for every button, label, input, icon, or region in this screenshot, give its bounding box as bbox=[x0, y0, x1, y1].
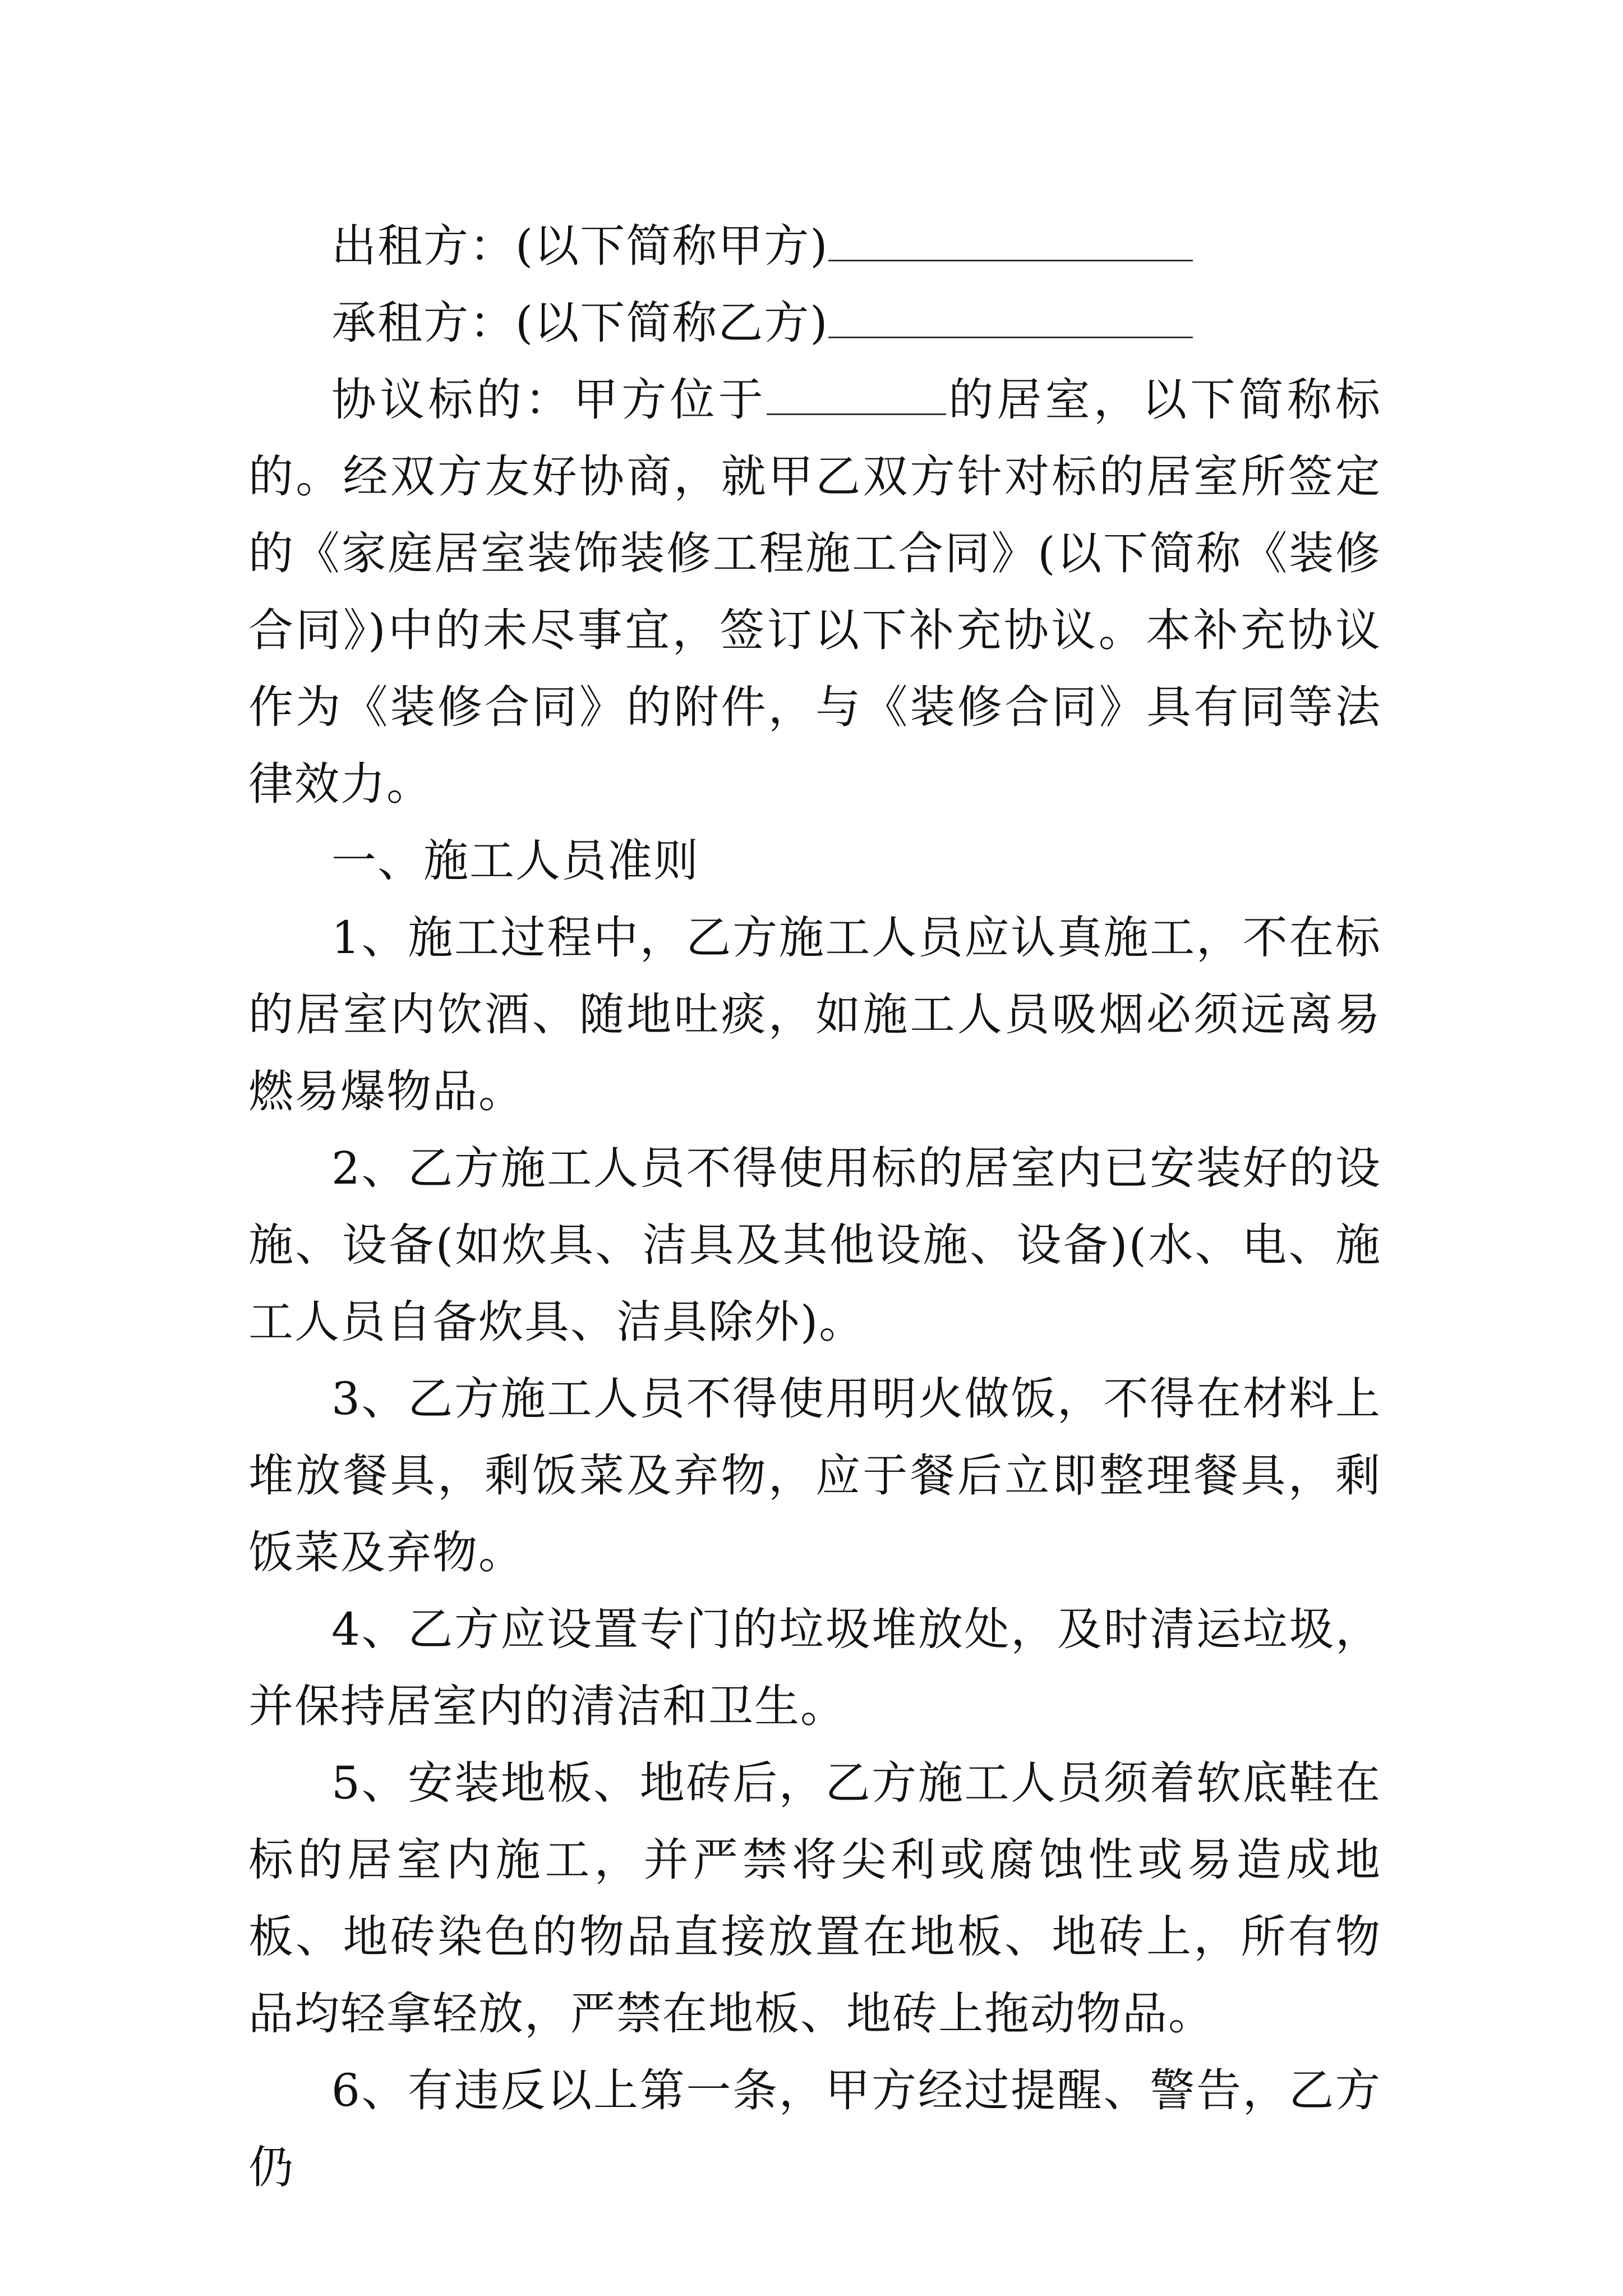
section-heading: 一、施工人员准则 bbox=[331, 835, 699, 887]
clause-5: 5、安装地板、地砖后，乙方施工人员须着软底鞋在标的居室内施工，并严禁将尖利或腐蚀性或易造成地板、地砖染色的物品直接放置在地板、地砖上，所有物品均轻拿轻放，严禁在地板、地砖上拖动物品。 bbox=[248, 1757, 1381, 2040]
clause-2: 2、乙方施工人员不得使用标的居室内已安装好的设施、设备(如炊具、洁具及其他设施、设备)(水、电、施工人员自备炊具、洁具除外)。 bbox=[248, 1142, 1381, 1348]
clause-6: 6、有违反以上第一条，甲方经过提醒、警告，乙方仍 bbox=[248, 2064, 1381, 2193]
lessee-name-blank bbox=[828, 285, 1193, 338]
subject-prefix: 协议标的：甲方位于 bbox=[331, 374, 767, 426]
clause-4: 4、乙方应设置专门的垃圾堆放处，及时清运垃圾，并保持居室内的清洁和卫生。 bbox=[248, 1603, 1381, 1732]
lessor-line bbox=[248, 208, 1381, 284]
lessee-line bbox=[248, 284, 1381, 361]
document-body bbox=[248, 208, 1381, 2206]
subject-paragraph bbox=[248, 361, 1381, 822]
lessee-label: 承租方：(以下简称乙方) bbox=[331, 297, 829, 349]
lessor-name-blank bbox=[828, 208, 1193, 261]
address-blank bbox=[767, 362, 946, 415]
clause-3: 3、乙方施工人员不得使用明火做饭，不得在材料上堆放餐具，剩饭菜及弃物，应于餐后立即整理餐具，剩饭菜及弃物。 bbox=[248, 1373, 1381, 1579]
subject-text: 的居室，以下简称标的。经双方友好协商，就甲乙双方针对标的居室所签定的《家庭居室装饰装修工程施工合同》(以下简称《装修合同》)中的未尽事宜，签订以下补充协议。本补充协议作为《装修合同》的附件，与《装修合同》具有同等法律效力。 bbox=[248, 374, 1381, 810]
lessor-label: 出租方：(以下简称甲方) bbox=[331, 220, 829, 272]
clause-1: 1、施工过程中，乙方施工人员应认真施工，不在标的居室内饮酒、随地吐痰，如施工人员吸烟必须远离易燃易爆物品。 bbox=[248, 912, 1381, 1117]
